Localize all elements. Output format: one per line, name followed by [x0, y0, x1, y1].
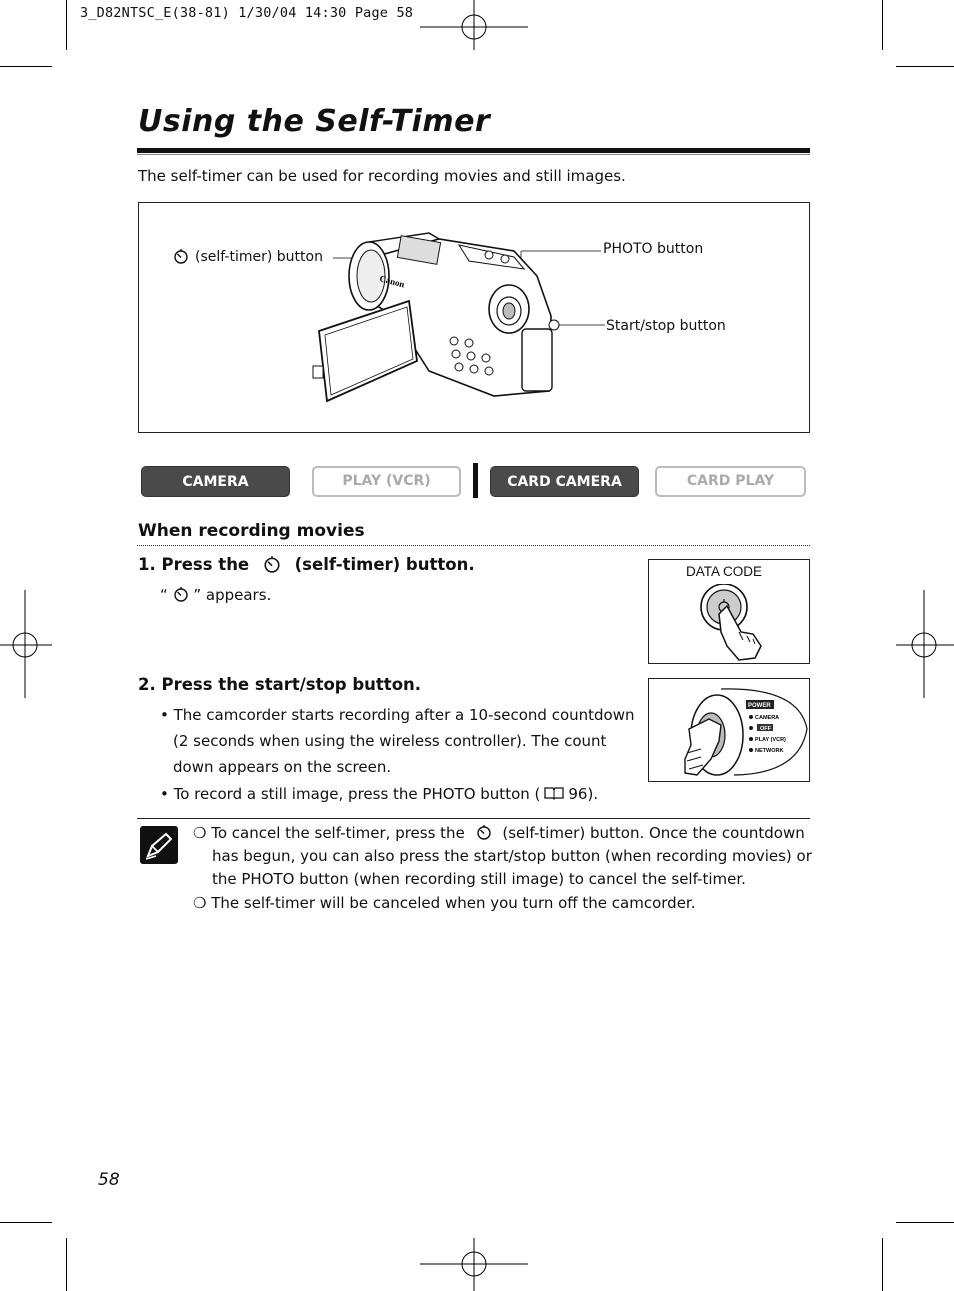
mode-card-play: CARD PLAY: [655, 466, 806, 497]
data-code-label: DATA CODE: [686, 564, 763, 579]
power-label: POWER: [748, 703, 771, 709]
crop-mark: [0, 1222, 52, 1223]
crop-mark: [882, 0, 883, 50]
step2-bullet-2-text: • To record a still image, press the PHOTO button (: [160, 785, 541, 803]
step2-bullet-1-line-3: down appears on the screen.: [173, 758, 392, 776]
camcorder-illustration: [309, 221, 619, 416]
self-timer-icon: [263, 555, 281, 573]
book-icon: [544, 786, 564, 800]
off-label: OFF: [760, 726, 771, 732]
self-timer-icon: [173, 248, 189, 264]
svg-text:Canon: Canon: [378, 273, 406, 290]
page-number: 58: [98, 1170, 120, 1190]
section-heading: When recording movies: [138, 521, 365, 541]
power-dial-figure: [648, 678, 810, 782]
note-pencil-icon: [140, 826, 178, 864]
step2-bullet-1-line-2: (2 seconds when using the wireless controller). The count: [173, 732, 607, 750]
step1-result-close: ” appears.: [193, 586, 272, 604]
step2-heading: 2. Press the start/stop button.: [138, 675, 422, 694]
registration-mark-left: [0, 590, 52, 698]
title-rule-shadow: [137, 154, 810, 155]
crop-mark: [896, 1222, 954, 1223]
step1-prefix: 1. Press the: [138, 555, 250, 574]
crop-mark: [896, 66, 954, 67]
self-timer-icon: [476, 824, 492, 840]
note-divider: [137, 818, 810, 819]
crop-mark: [66, 1238, 67, 1291]
intro-text: The self-timer can be used for recording movies and still images.: [138, 167, 626, 185]
step1-suffix: (self-timer) button.: [294, 555, 475, 574]
note-1-text-b: (self-timer) button. Once the countdown: [502, 824, 805, 842]
callout-photo-label: PHOTO button: [603, 241, 704, 257]
title-rule: [137, 148, 810, 153]
crop-mark: [66, 0, 67, 50]
step1-result: [160, 582, 271, 608]
finger-press-self-timer-illustration: [697, 584, 767, 662]
power-dial-illustration: [649, 679, 809, 781]
registration-mark-right: [896, 590, 954, 698]
mode-play-vcr: PLAY (VCR): [312, 466, 461, 497]
callout-self-timer: [173, 249, 323, 265]
crop-mark: [882, 1238, 883, 1291]
registration-mark-top: [420, 0, 528, 50]
callout-self-timer-label: (self-timer) button: [195, 249, 323, 265]
data-code-figure: [648, 559, 810, 664]
note-1-line-2: has begun, you can also press the start/stop button (when recording movies) or: [212, 847, 812, 865]
page-title: Using the Self-Timer: [138, 104, 491, 139]
step2-bullet-1-line-1: • The camcorder starts recording after a 10-second countdown: [160, 706, 635, 724]
step2-bullet-2: [160, 781, 598, 807]
note-1-line-1: [193, 822, 805, 845]
mode-separator: [473, 463, 478, 498]
note-1-line-3: the PHOTO button (when recording still image) to cancel the self-timer.: [212, 870, 746, 888]
crop-mark: [0, 66, 52, 67]
play-vcr-label: PLAY (VCR): [755, 737, 786, 743]
step1-heading: [138, 555, 475, 574]
mode-camera: CAMERA: [141, 466, 290, 497]
mode-card-camera: CARD CAMERA: [490, 466, 639, 497]
registration-mark-bottom: [420, 1238, 528, 1291]
section-divider: [137, 545, 810, 546]
step2-bullet-2-ref: 96).: [568, 785, 599, 803]
network-label: NETWORK: [755, 748, 784, 754]
note-1-text-a: ❍ To cancel the self-timer, press the: [193, 824, 465, 842]
step1-result-open: “: [160, 586, 168, 604]
print-header: 3_D82NTSC_E(38-81) 1/30/04 14:30 Page 58: [80, 5, 414, 21]
self-timer-icon: [173, 586, 189, 602]
note-2: ❍ The self-timer will be canceled when you turn off the camcorder.: [193, 894, 696, 912]
camera-mode-label: CAMERA: [755, 715, 780, 721]
camcorder-figure: [138, 202, 810, 433]
callout-start-stop-label: Start/stop button: [606, 318, 726, 334]
